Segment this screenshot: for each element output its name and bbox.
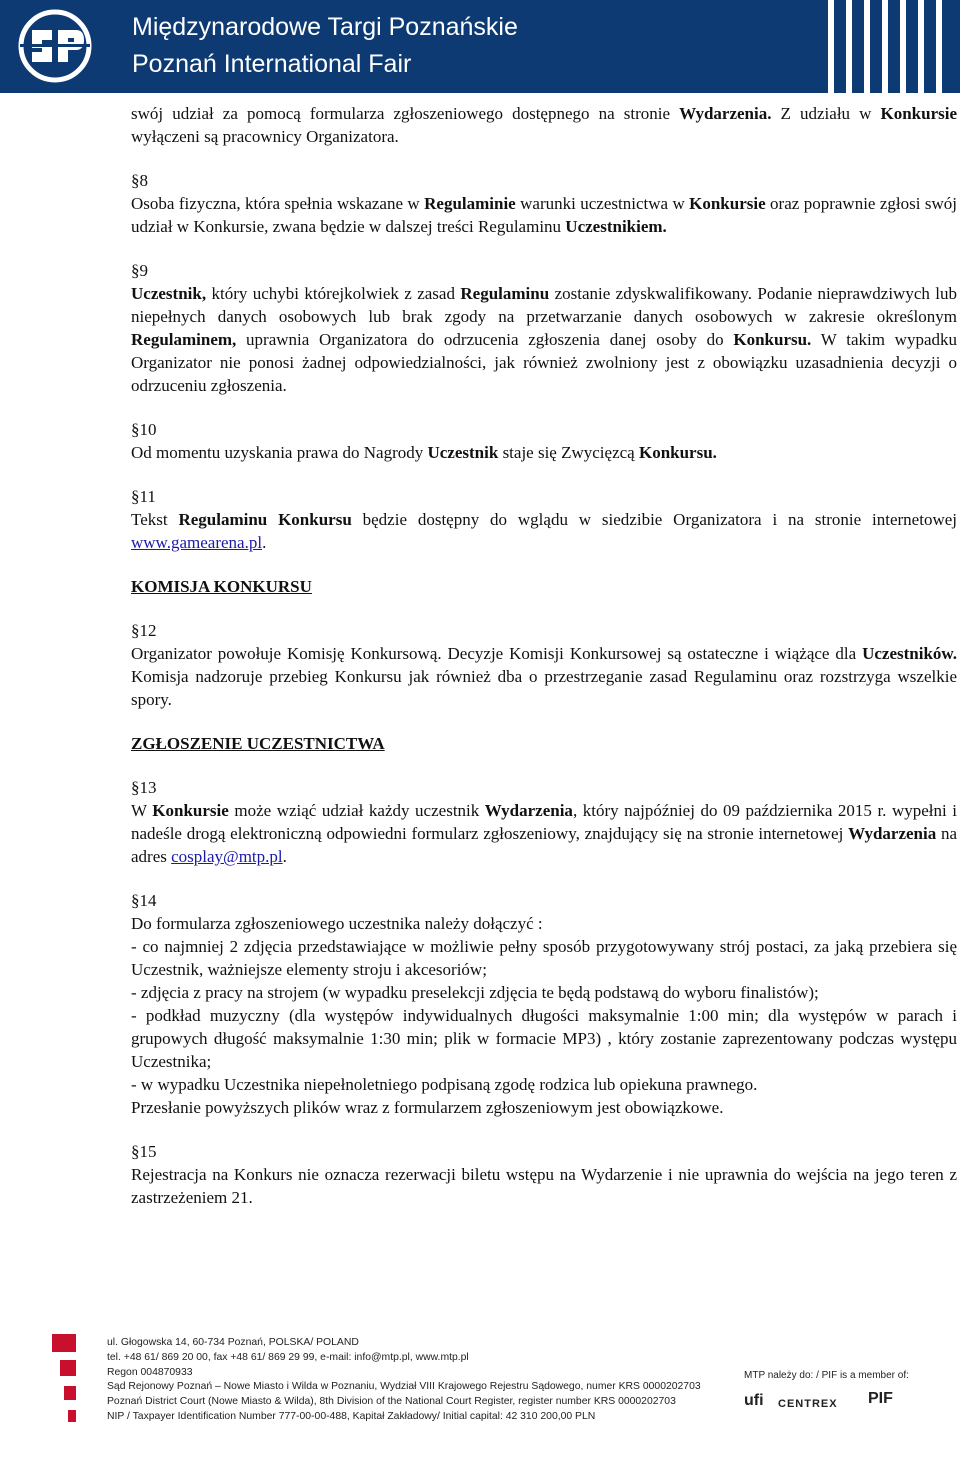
section-number: §14 <box>131 891 157 910</box>
gamearena-link[interactable]: www.gamearena.pl <box>131 533 263 552</box>
section-number: §8 <box>131 171 148 190</box>
header-title-en: Poznań International Fair <box>132 50 412 78</box>
section-8: §8 Osoba fizyczna, która spełnia wskazane w Regulaminie warunki uczestnictwa w Konkursie oraz poprawnie zgłosi swój udział w Konkursie, zwana będzie w dalszej treści Regulaminu Uczestnikiem. <box>131 171 957 236</box>
header-title-pl: Międzynarodowe Targi Poznańskie <box>132 13 518 41</box>
section-14 <box>131 889 957 1119</box>
attachments-outro: Przesłanie powyższych plików wraz z formularzem zgłoszeniowym jest obowiązkowe. <box>131 1098 724 1117</box>
attachment-item: - w wypadku Uczestnika niepełnoletniego podpisaną zgodę rodzica lub opiekuna prawnego. <box>131 1075 758 1094</box>
section-number: §10 <box>131 420 157 439</box>
ufi-logo: ufi <box>744 1392 764 1409</box>
header-stripes <box>828 0 948 93</box>
section-number: §11 <box>131 487 156 506</box>
section-10: §10 Od momentu uzyskania prawa do Nagrody Uczestnik staje się Zwycięzcą Konkursu. <box>131 418 957 464</box>
section-12: §12 Organizator powołuje Komisję Konkursową. Decyzje Komisji Konkursowej są ostateczne i wiążące dla Uczestników. Komisja nadzoruje przebieg Konkursu jak również dba o przestrzeganie zasad Regulaminu oraz rozstrzyga wszelkie spory. <box>131 621 957 709</box>
attachments-intro: Do formularza zgłoszeniowego uczestnika należy dołączyć : <box>131 914 543 933</box>
page-header <box>0 0 960 93</box>
section-9: §9 Uczestnik, który uchybi którejkolwiek z zasad Regulaminu zostanie zdyskwalifikowany. Podanie nieprawdziwych lub niepełnych danych osobowych lub brak zgody na przetwarzanie danych osobowych w zakresie określonym Regulaminem, uprawnia Organizatora do odrzucenia zgłoszenia danej osoby do Konkursu. W takim wypadku Organizator nie ponosi żadnej odpowiedzialności, jak również zwolniony jest z obowiązku uzasadnienia decyzji o odrzuceniu zgłoszenia. <box>131 261 957 395</box>
section-number: §12 <box>131 621 157 640</box>
heading-zgloszenie: ZGŁOSZENIE UCZESTNICTWA <box>131 734 385 753</box>
section-number: §9 <box>131 261 148 280</box>
centrex-logo: CENTREX <box>778 1398 838 1410</box>
heading-komisja: KOMISJA KONKURSU <box>131 577 312 596</box>
pif-logo: PIF <box>868 1390 893 1407</box>
membership-label: MTP należy do: / PIF is a member of: <box>744 1370 909 1381</box>
section-number: §13 <box>131 778 157 797</box>
mtp-logo-icon <box>14 8 96 84</box>
attachment-item: - co najmniej 2 zdjęcia przedstawiające w możliwie pełny sposób przygotowywany strój postaci, za jaką przebiera się Uczestnik, ważniejsze elementy stroju i akcesoriów; <box>131 937 957 979</box>
section-number: §15 <box>131 1142 157 1161</box>
section-15: §15 Rejestracja na Konkurs nie oznacza rezerwacji biletu wstępu na Wydarzenie i nie uprawnia do wejścia na jego teren z zastrzeżeniem 21. <box>131 1142 957 1207</box>
cosplay-email-link[interactable]: cosplay@mtp.pl <box>171 847 283 866</box>
intro-paragraph: swój udział za pomocą formularza zgłoszeniowego dostępnego na stronie Wydarzenia. Z udziału w Konkursie wyłączeni są pracownicy Organizatora. <box>131 104 958 146</box>
attachment-item: - podkład muzyczny (dla występów indywidualnych długości maksymalnie 1:00 min; dla występów w parach i grupowych długość maksymalnie 1:30 min; plik w formacie MP3) , który zostanie zaprezentowany podczas występu Uczestnika; <box>131 1006 957 1071</box>
attachment-item: - zdjęcia z pracy na strojem (w wypadku preselekcji zdjęcia te będą podstawą do wyboru finalistów); <box>131 983 819 1002</box>
footer-address: ul. Głogowska 14, 60-734 Poznań, POLSKA/ POLAND tel. +48 61/ 869 20 00, fax +48 61/ 869 29 99, e-mail: info@mtp.pl, www.mtp.pl Regon 004870933 Sąd Rejonowy Poznań – Nowe Miasto i Wilda w Poznaniu, Wydział VIII Krajowego Rejestru Sądowego, numer KRS 0000202703 Poznań District Court (Nowe Miasto & Wilda), 8th Division of the National Court Register, register number KRS 0000202703 NIP / Taxpayer Identification Number 777-00-00-488, Kapitał Zakładowy/ Initial capital: 42 310 200,00 PLN <box>107 1337 701 1422</box>
document-body <box>131 102 957 1209</box>
section-11: §11 Tekst Regulaminu Konkursu będzie dostępny do wglądu w siedzibie Organizatora i na stronie internetowej www.gamearena.pl. <box>131 487 957 552</box>
section-13: §13 W Konkursie może wziąć udział każdy uczestnik Wydarzenia, który najpóźniej do 09 października 2015 r. wypełni i nadeśle drogą elektroniczną odpowiedni formularz zgłoszeniowy, znajdujący się na stronie internetowej Wydarzenia na adres cosplay@mtp.pl. <box>131 778 958 866</box>
